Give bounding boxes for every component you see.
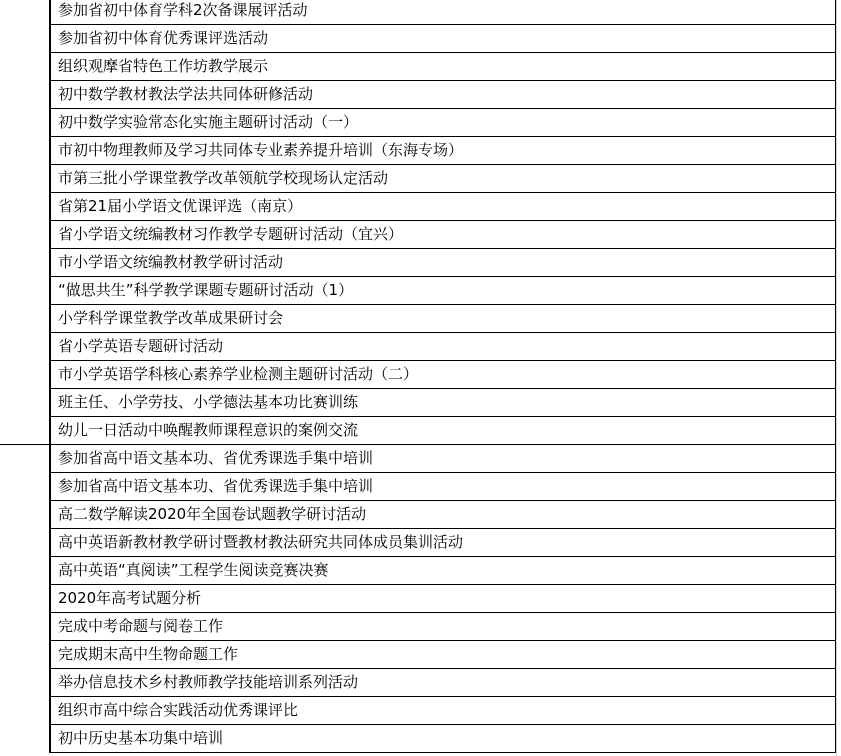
table-cell-activity[interactable]: 省小学语文统编教材习作教学专题研讨活动（宜兴） <box>50 221 836 249</box>
table-cell-activity[interactable]: 组织市高中综合实践活动优秀课评比 <box>50 697 836 725</box>
row-header-stub <box>0 25 50 53</box>
table-cell-activity[interactable]: 市第三批小学课堂教学改革领航学校现场认定活动 <box>50 165 836 193</box>
table-cell-activity[interactable]: 小学科学课堂教学改革成果研讨会 <box>50 305 836 333</box>
merged-cell-border <box>0 444 50 445</box>
table-cell-activity[interactable]: 市小学英语学科核心素养学业检测主题研讨活动（二） <box>50 361 836 389</box>
row-header-stub <box>0 305 50 333</box>
row-header-stub <box>0 669 50 697</box>
table-cell-activity[interactable]: 参加省初中体育学科2次备课展评活动 <box>50 0 836 25</box>
table-cell-activity[interactable]: 高二数学解读2020年全国卷试题教学研讨活动 <box>50 501 836 529</box>
row-header-stub <box>0 193 50 221</box>
row-header-stub <box>0 501 50 529</box>
row-header-stub <box>0 53 50 81</box>
table-cell-activity[interactable]: 完成期末高中生物命题工作 <box>50 641 836 669</box>
table-cell-activity[interactable]: 市初中物理教师及学习共同体专业素养提升培训（东海专场） <box>50 137 836 165</box>
table-cell-activity[interactable]: 参加省高中语文基本功、省优秀课选手集中培训 <box>50 473 836 501</box>
table-cell-activity[interactable]: 高中英语新教材教学研讨暨教材教法研究共同体成员集训活动 <box>50 529 836 557</box>
table-cell-activity[interactable]: 初中数学教材教法学法共同体研修活动 <box>50 81 836 109</box>
row-header-stub <box>0 529 50 557</box>
sheet-right-gutter <box>836 0 841 756</box>
row-header-stub <box>0 333 50 361</box>
table-cell-activity[interactable]: 2020年高考试题分析 <box>50 585 836 613</box>
row-header-stub <box>0 389 50 417</box>
table-cell-activity[interactable]: 省第21届小学语文优课评选（南京） <box>50 193 836 221</box>
row-header-stub <box>0 165 50 193</box>
row-header-stub <box>0 137 50 165</box>
table-cell-activity[interactable]: 参加省高中语文基本功、省优秀课选手集中培训 <box>50 445 836 473</box>
table-cell-activity[interactable]: 参加省初中体育优秀课评选活动 <box>50 25 836 53</box>
table-cell-activity[interactable]: 举办信息技术乡村教师教学技能培训系列活动 <box>50 669 836 697</box>
row-header-stub <box>0 361 50 389</box>
table-cell-activity[interactable]: 高中英语“真阅读”工程学生阅读竞赛决赛 <box>50 557 836 585</box>
row-header-stub <box>0 417 50 445</box>
table-cell-activity[interactable]: 初中数学实验常态化实施主题研讨活动（一） <box>50 109 836 137</box>
row-header-stub <box>0 0 50 25</box>
table-cell-activity[interactable]: 幼儿一日活动中唤醒教师课程意识的案例交流 <box>50 417 836 445</box>
table-cell-activity[interactable]: 省小学英语专题研讨活动 <box>50 333 836 361</box>
table-cell-activity[interactable]: “做思共生”科学教学课题专题研讨活动（1） <box>50 277 836 305</box>
row-header-stub <box>0 445 50 473</box>
row-header-stub <box>0 641 50 669</box>
row-header-stub <box>0 221 50 249</box>
row-header-stub <box>0 585 50 613</box>
row-header-stub <box>0 697 50 725</box>
table-cell-activity[interactable]: 班主任、小学劳技、小学德法基本功比赛训练 <box>50 389 836 417</box>
row-header-stub <box>0 249 50 277</box>
row-header-stub <box>0 613 50 641</box>
row-header-stub <box>0 277 50 305</box>
table-cell-activity[interactable]: 初中历史基本功集中培训 <box>50 725 836 753</box>
row-header-stub <box>0 81 50 109</box>
row-header-stub <box>0 725 50 753</box>
row-header-stub <box>0 557 50 585</box>
row-header-stub <box>0 109 50 137</box>
table-cell-activity[interactable]: 组织观摩省特色工作坊教学展示 <box>50 53 836 81</box>
row-header-stub <box>0 473 50 501</box>
table-cell-activity[interactable]: 完成中考命题与阅卷工作 <box>50 613 836 641</box>
table-cell-activity[interactable]: 市小学语文统编教材教学研讨活动 <box>50 249 836 277</box>
